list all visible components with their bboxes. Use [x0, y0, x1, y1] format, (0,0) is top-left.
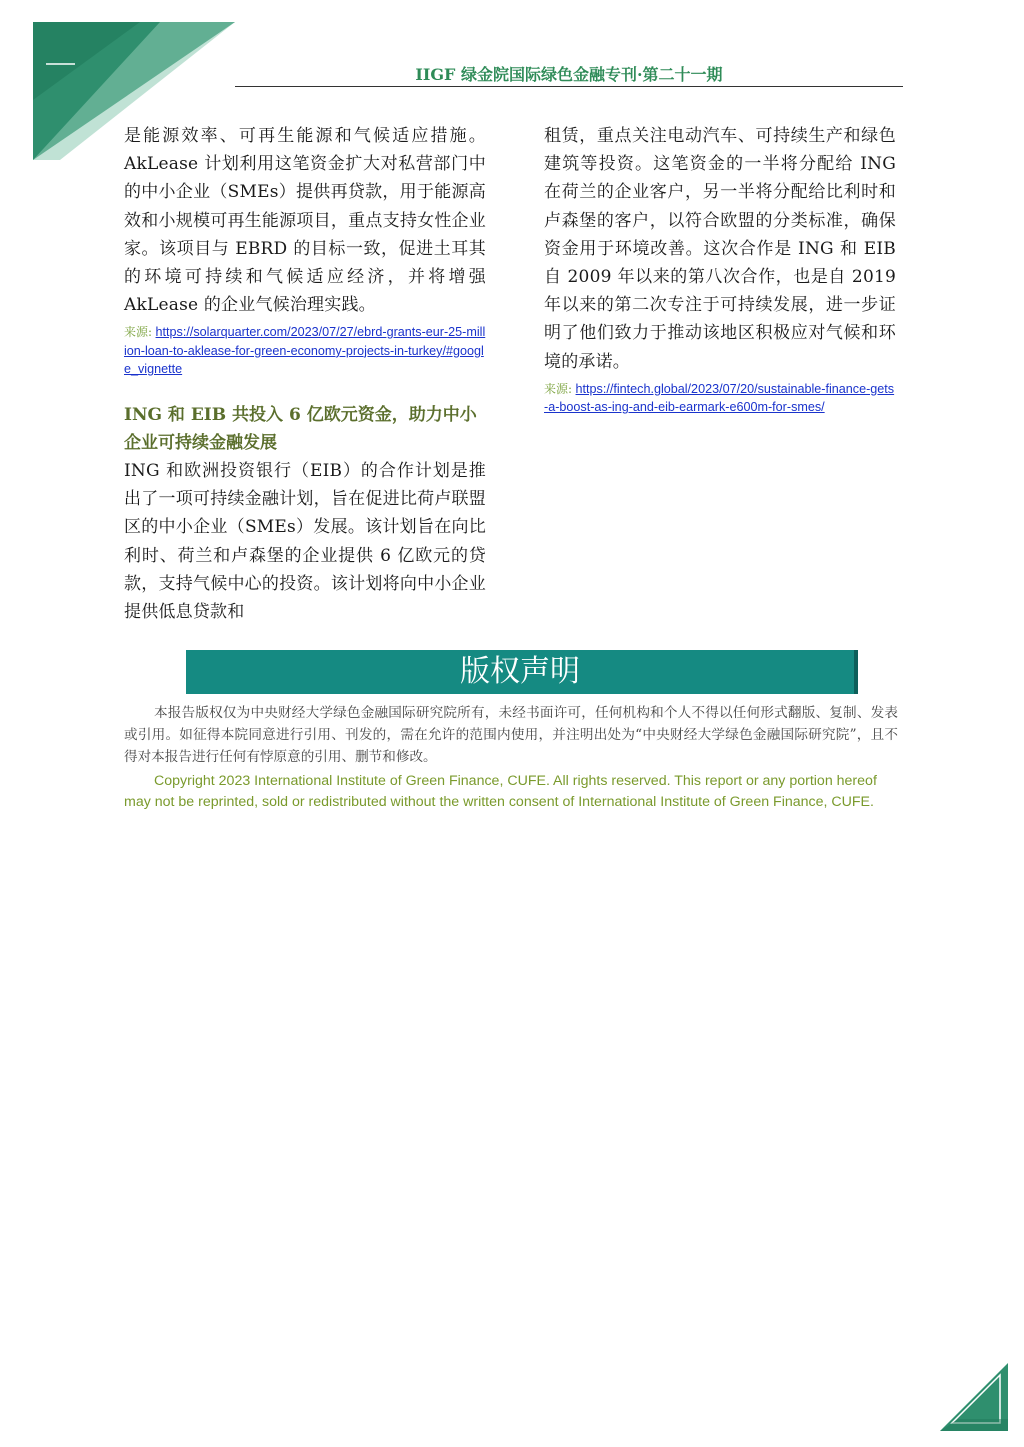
header-title: IIGF 绿金院国际绿色金融专刊·第二十一期	[415, 65, 723, 84]
header-divider	[235, 86, 903, 87]
left-source-label: 来源:	[124, 325, 153, 340]
corner-decoration-bottom-right	[938, 1361, 1010, 1433]
left-paragraph-2: ING 和欧洲投资银行（EIB）的合作计划是推出了一项可持续金融计划，旨在促进比荷卢联盟区的中小企业（SMEs）发展。该计划旨在向比利时、荷兰和卢森堡的企业提供 6 亿欧元的贷款，支持气候中心的投资。该计划将向中小企业提供低息贷款和	[124, 460, 486, 622]
left-source	[124, 323, 486, 379]
left-column	[124, 122, 486, 626]
copyright-chinese-text: 本报告版权仅为中央财经大学绿色金融国际研究院所有，未经书面许可，任何机构和个人不得以任何形式翻版、复制、发表或引用。如征得本院同意进行引用、刊发的，需在允许的范围内使用，并注明出处为“中央财经大学绿色金融国际研究院”，且不得对本报告进行任何有悖原意的引用、删节和修改。	[124, 705, 898, 765]
copyright-english-text: Copyright 2023 International Institute of Green Finance, CUFE. All rights reserved. This report or any portion hereof may not be reprinted, sold or redistributed without the written consent of International Institute of Green Finance, CUFE.	[124, 773, 877, 810]
right-paragraph-1: 租赁，重点关注电动汽车、可持续生产和绿色建筑等投资。这笔资金的一半将分配给 ING 在荷兰的企业客户，另一半将分配给比利时和卢森堡的客户，以符合欧盟的分类标准，确保资金用于环境改善。这次合作是 ING 和 EIB 自 2009 年以来的第八次合作，也是自 2019 年以来的第二次专注于可持续发展，进一步证明了他们致力于推动该地区积极应对气候和环境的承诺。	[544, 126, 896, 372]
left-source-link[interactable]: https://solarquarter.com/2023/07/27/ebrd-grants-eur-25-million-loan-to-aklease-for-green-economy-projects-in-turkey/#google_vignette	[124, 325, 486, 377]
right-column	[544, 122, 896, 417]
section-heading-ing-eib: ING 和 EIB 共投入 6 亿欧元资金，助力中小企业可持续金融发展	[124, 404, 477, 453]
copyright-banner: 版权声明	[186, 650, 858, 694]
right-source-link[interactable]: https://fintech.global/2023/07/20/sustainable-finance-gets-a-boost-as-ing-and-eib-earmark-e600m-for-smes/	[544, 381, 895, 415]
left-paragraph-1: 是能源效率、可再生能源和气候适应措施。AkLease 计划利用这笔资金扩大对私营部门中的中小企业（SMEs）提供再贷款，用于能源高效和小规模可再生能源项目，重点支持女性企业家。该项目与 EBRD 的目标一致，促进土耳其的环境可持续和气候适应经济，并将增强 AkLease 的企业气候治理实践。	[124, 126, 486, 316]
right-source	[544, 380, 896, 417]
right-source-label: 来源:	[544, 381, 573, 396]
